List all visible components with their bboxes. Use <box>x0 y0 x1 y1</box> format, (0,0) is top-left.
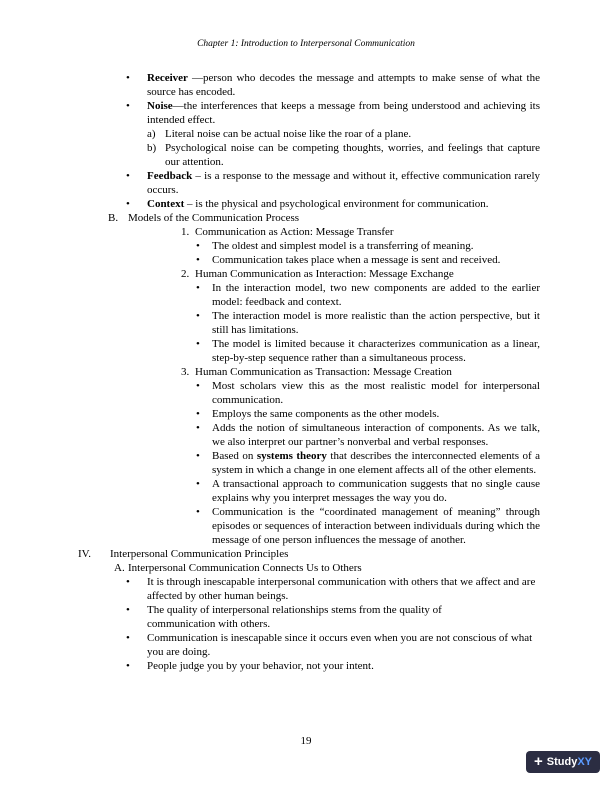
model-title: Communication as Action: Message Transfer <box>195 226 394 238</box>
model-2-heading <box>181 267 612 281</box>
subsection-marker: A. <box>114 562 125 574</box>
bullet-icon: • <box>196 254 200 266</box>
bullet-icon: • <box>196 310 200 322</box>
studyxy-badge[interactable] <box>526 751 600 773</box>
receiver-definition: —person who decodes the message and attempts to make sense of what the source has encoded. <box>147 72 540 98</box>
bullet-text: Communication is inescapable since it occurs even when you are not conscious of what you are doing. <box>147 632 533 658</box>
list-item <box>196 337 540 365</box>
list-item <box>126 575 540 603</box>
list-item <box>196 421 540 449</box>
bullet-icon: • <box>196 338 200 350</box>
bullet-icon: • <box>196 506 200 518</box>
list-item <box>196 281 540 309</box>
section-title: Interpersonal Communication Principles <box>110 548 289 560</box>
term-receiver: Receiver <box>147 72 188 84</box>
noise-definition: —the interferences that keeps a message from being understood and achieving its intended effect. <box>147 100 540 126</box>
list-item <box>196 505 540 547</box>
feedback-definition: – is a response to the message and without it, effective communication rarely occurs. <box>147 170 540 196</box>
list-item-feedback <box>126 169 540 197</box>
bullet-icon: • <box>196 450 200 462</box>
bullet-text: Based on <box>212 450 257 462</box>
bullet-text: The model is limited because it characterizes communication as a linear, step-by-step sequence rather than a simultaneous process. <box>212 338 540 364</box>
badge-text-xy: XY <box>577 756 592 768</box>
list-item-receiver <box>126 71 540 99</box>
sub-marker: a) <box>147 128 156 140</box>
model-title: Human Communication as Transaction: Message Creation <box>195 366 452 378</box>
bullet-icon: • <box>126 604 130 616</box>
list-item-noise-a <box>147 127 540 141</box>
bullet-text: Communication takes place when a message is sent and received. <box>212 254 501 266</box>
bullet-icon: • <box>126 660 130 672</box>
list-item <box>196 239 540 253</box>
term-systems-theory: systems theory <box>256 450 327 462</box>
list-item-systems-theory <box>196 449 540 477</box>
list-item <box>126 603 487 631</box>
bullet-text: The quality of interpersonal relationships stems from the quality of communication with others. <box>147 604 442 630</box>
page-content <box>0 71 612 673</box>
bullet-icon: • <box>196 380 200 392</box>
bullet-text: The oldest and simplest model is a transferring of meaning. <box>212 240 474 252</box>
list-item-context <box>126 197 540 211</box>
bullet-icon: • <box>196 478 200 490</box>
bullet-icon: • <box>126 170 130 182</box>
model-title: Human Communication as Interaction: Message Exchange <box>195 268 454 280</box>
bullet-text: People judge you by your behavior, not your intent. <box>147 660 374 672</box>
bullet-icon: • <box>196 240 200 252</box>
model-marker: 3. <box>181 366 190 378</box>
list-item-noise <box>126 99 540 127</box>
bullet-icon: • <box>196 422 200 434</box>
bullet-text: Most scholars view this as the most realistic model for interpersonal communication. <box>212 380 540 406</box>
term-feedback: Feedback <box>147 170 193 182</box>
list-item <box>196 477 540 505</box>
list-item <box>126 659 540 673</box>
model-marker: 2. <box>181 268 190 280</box>
list-item <box>196 407 540 421</box>
model-3-heading <box>181 365 612 379</box>
bullet-icon: • <box>126 632 130 644</box>
running-header: Chapter 1: Introduction to Interpersonal Communication <box>197 39 415 49</box>
bullet-icon: • <box>126 198 130 210</box>
bullet-text: A transactional approach to communication suggests that no single cause explains why you interpret messages the way you do. <box>212 478 540 504</box>
bullet-text: that describes the interconnected elements of a system in which a change in one element affects all of the other elements. <box>212 450 540 476</box>
model-1-heading <box>181 225 612 239</box>
subsection-title: Interpersonal Communication Connects Us to Others <box>128 562 362 574</box>
term-noise: Noise <box>147 100 173 112</box>
bullet-text: Adds the notion of simultaneous interaction of components. As we talk, we also interpret our partner’s nonverbal and verbal responses. <box>212 422 540 448</box>
list-item <box>196 379 540 407</box>
bullet-text: In the interaction model, two new components are added to the earlier model: feedback and context. <box>212 282 540 308</box>
page-number: 19 <box>300 735 312 747</box>
section-marker: IV. <box>78 548 91 560</box>
bullet-icon: • <box>126 576 130 588</box>
term-context: Context <box>147 198 185 210</box>
list-item <box>196 309 540 337</box>
section-b-heading <box>108 211 612 225</box>
section-marker: B. <box>108 212 119 224</box>
bullet-text: The interaction model is more realistic than the action perspective, but it still has limitations. <box>212 310 540 336</box>
list-item <box>196 253 540 267</box>
bullet-icon: • <box>196 282 200 294</box>
list-item-noise-b <box>147 141 540 169</box>
badge-text-study: Study <box>546 756 578 768</box>
sub-marker: b) <box>147 142 157 154</box>
context-definition: – is the physical and psychological environment for communication. <box>184 198 489 210</box>
plus-icon: + <box>533 753 543 770</box>
bullet-text: It is through inescapable interpersonal communication with others that we affect and are affected by other human beings. <box>147 576 536 602</box>
section-title: Models of the Communication Process <box>128 212 300 224</box>
badge-label <box>547 751 592 773</box>
bullet-icon: • <box>196 408 200 420</box>
noise-sub-text: Literal noise can be actual noise like the roar of a plane. <box>165 128 412 140</box>
bullet-text: Communication is the “coordinated management of meaning” through episodes or sequences of interaction between individuals during which the message of one person influences the message of another. <box>212 506 540 546</box>
bullet-icon: • <box>126 100 130 112</box>
section-iv-heading <box>78 547 612 561</box>
bullet-text: Employs the same components as the other models. <box>212 408 440 420</box>
bullet-icon: • <box>126 72 130 84</box>
list-item <box>126 631 540 659</box>
subsection-a-heading <box>114 561 612 575</box>
noise-sub-text: Psychological noise can be competing thoughts, worries, and feelings that capture our attention. <box>165 142 540 168</box>
model-marker: 1. <box>181 226 190 238</box>
